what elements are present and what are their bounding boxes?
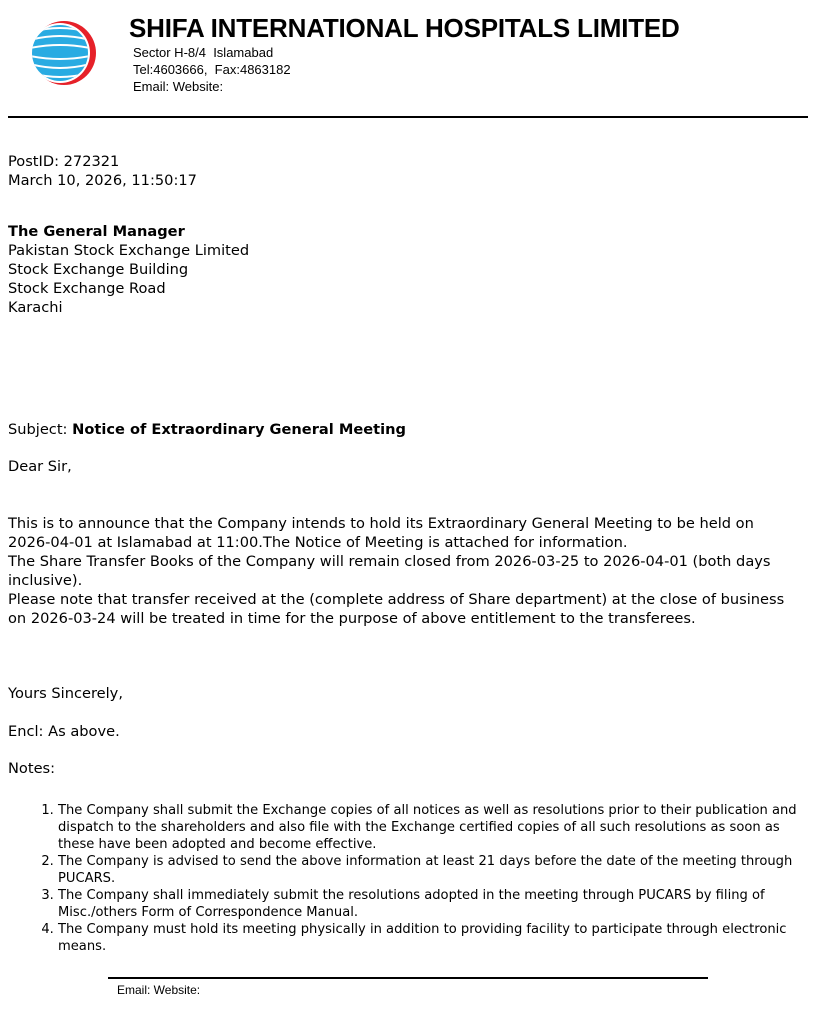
company-email-website: Email: Website:: [133, 79, 224, 94]
note-item: 3. The Company shall immediately submit the resolutions adopted in the meeting through PUCARS by filing of Misc./others Form of Correspondence Manual.: [58, 887, 798, 921]
body-paragraph: Please note that transfer received at the (complete address of Share department) at the close of business on 2026-03-24 will be treated in time for the purpose of above entitlement to the transferees.: [8, 591, 785, 627]
addressee-line: Stock Exchange Building: [8, 261, 189, 278]
notes-list: [8, 802, 798, 955]
addressee-line: Stock Exchange Road: [8, 280, 166, 297]
notes-label: Notes:: [8, 760, 56, 777]
addressee-title: The General Manager: [8, 223, 185, 240]
note-item: 4. The Company must hold its meeting physically in addition to providing facility to participate through electronic means.: [58, 921, 798, 955]
subject-text: Notice of Extraordinary General Meeting: [72, 421, 406, 438]
note-item: 1. The Company shall submit the Exchange copies of all notices as well as resolutions prior to their publication and dispatch to the shareholders and also file with the Exchange certified copies of all such resolutions as soon as these have been adopted and become effective.: [58, 802, 798, 853]
company-address: Sector H-8/4 Islamabad: [133, 45, 274, 60]
closing: Yours Sincerely,: [8, 685, 123, 702]
body-paragraph: This is to announce that the Company intends to hold its Extraordinary General Meeting to be held on 2026-04-01 at Islamabad at 11:00.The Notice of Meeting is attached for information.: [8, 515, 754, 551]
letter-body: [8, 514, 798, 628]
subject-label: Subject:: [8, 421, 73, 438]
letterhead: [0, 0, 817, 120]
company-phone-fax: Tel:4603666, Fax:4863182: [133, 62, 291, 77]
post-id: PostID: 272321: [8, 153, 120, 170]
header-divider: [8, 116, 808, 118]
note-item: 2. The Company is advised to send the above information at least 21 days before the date of the meeting through PUCARS.: [58, 853, 798, 887]
footer-divider: [108, 977, 708, 979]
addressee-line: Pakistan Stock Exchange Limited: [8, 242, 250, 259]
body-paragraph: The Share Transfer Books of the Company will remain closed from 2026-03-25 to 2026-04-01 (both days inclusive).: [8, 553, 771, 589]
salutation: Dear Sir,: [8, 458, 72, 475]
globe-crescent-logo-icon: [27, 18, 97, 88]
subject-line: [8, 420, 406, 439]
post-meta: [8, 152, 197, 190]
company-name: SHIFA INTERNATIONAL HOSPITALS LIMITED: [129, 13, 680, 43]
addressee-block: [8, 222, 249, 317]
footer-email-website: Email: Website:: [117, 983, 201, 997]
addressee-line: Karachi: [8, 299, 63, 316]
enclosure-note: Encl: As above.: [8, 723, 120, 740]
post-datetime: March 10, 2026, 11:50:17: [8, 172, 197, 189]
